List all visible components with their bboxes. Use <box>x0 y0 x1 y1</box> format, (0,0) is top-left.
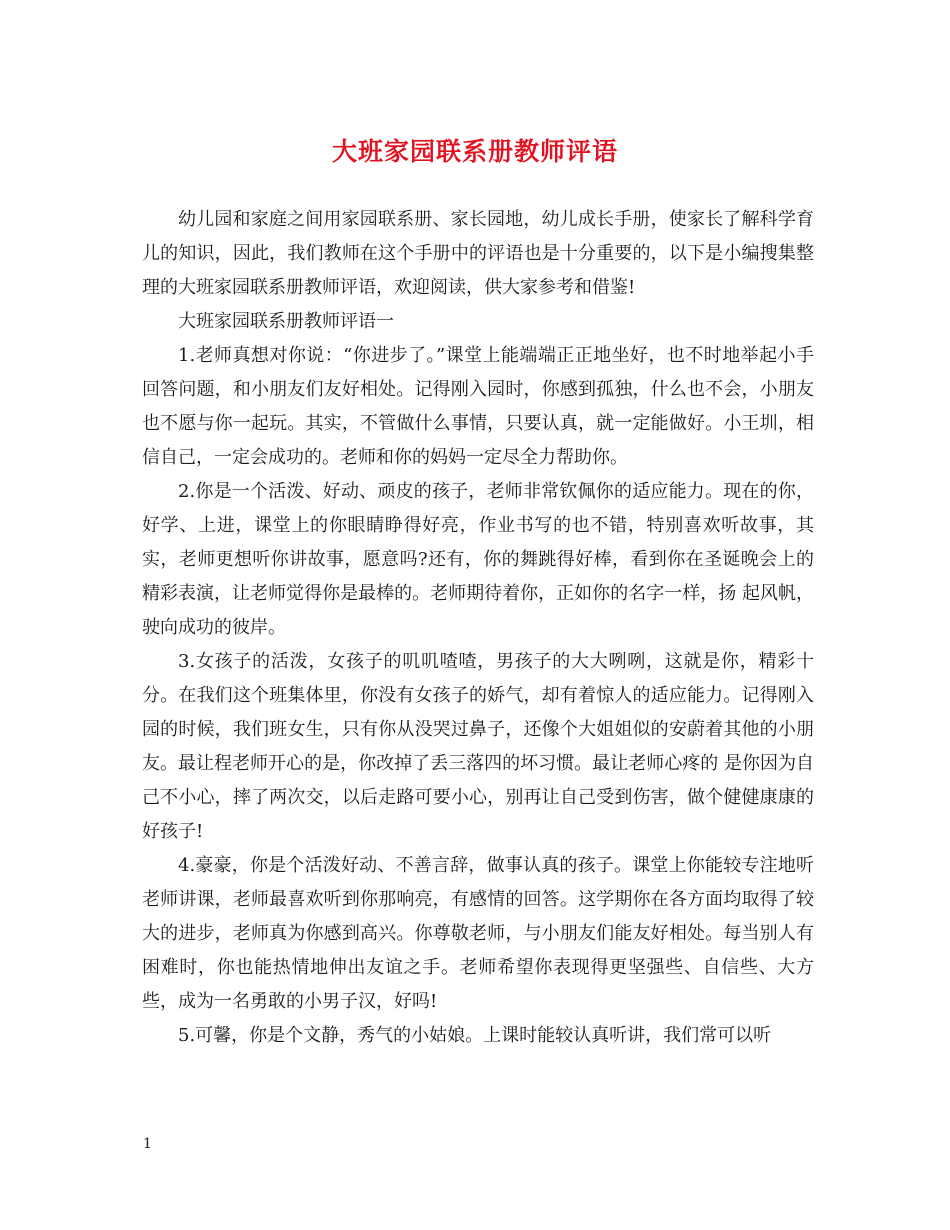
section-heading: 大班家园联系册教师评语一 <box>178 311 394 332</box>
comment-item-4: 4.豪豪，你是个活泼好动、不善言辞，做事认真的孩子。课堂上你能较专注地听老师讲课，老师最喜欢听到你那响亮，有感情的回答。这学期你在各方面均取得了较大的进步，老师真为你感到高兴。你尊敬老师，与小朋友们能友好相处。每当别人有困难时，你也能热情地伸出友谊之手。老师希望你表现得更坚强些、自信些、大方些，成为一名勇敢的小男子汉，好吗! <box>142 855 814 1012</box>
document-title: 大班家园联系册教师评语 <box>331 137 618 166</box>
comment-item-3: 3.女孩子的活泼，女孩子的叽叽喳喳，男孩子的大大咧咧，这就是你，精彩十分。在我们这个班集体里，你没有女孩子的娇气，却有着惊人的适应能力。记得刚入园的时候，我们班女生，只有你从没哭过鼻子，还像个大姐姐似的安蔚着其他的小朋友。最让程老师开心的是，你改掉了丢三落四的坏习惯。最让老师心疼的 是你因为自己不小心，摔了两次交，以后走路可要小心，别再让自己受到伤害，做个健健康康的好孩子! <box>142 651 814 842</box>
document-body <box>142 203 814 1053</box>
page-number: 1 <box>143 1136 152 1152</box>
intro-paragraph: 幼儿园和家庭之间用家园联系册、家长园地，幼儿成长手册，使家长了解科学育儿的知识，因此，我们教师在这个手册中的评语也是十分重要的，以下是小编搜集整理的大班家园联系册教师评语，欢迎阅读，供大家参考和借鉴! <box>142 209 814 298</box>
comment-item-2: 2.你是一个活泼、好动、顽皮的孩子，老师非常钦佩你的适应能力。现在的你，好学、上进，课堂上的你眼睛睁得好亮，作业书写的也不错，特别喜欢听故事，其实，老师更想听你讲故事，愿意吗?还有，你的舞跳得好棒，看到你在圣诞晚会上的精彩表演，让老师觉得你是最棒的。老师期待着你，正如你的名字一样，扬 起风帆，驶向成功的彼岸。 <box>142 481 814 638</box>
comment-item-5: 5.可馨，你是个文静，秀气的小姑娘。上课时能较认真听讲，我们常可以听 <box>178 1025 772 1046</box>
comment-item-1: 1.老师真想对你说：“你进步了。”课堂上能端端正正地坐好，也不时地举起小手回答问题，和小朋友们友好相处。记得刚入园时，你感到孤独，什么也不会，小朋友也不愿与你一起玩。其实，不管做什么事情，只要认真，就一定能做好。小王圳，相信自己，一定会成功的。老师和你的妈妈一定尽全力帮助你。 <box>142 345 814 468</box>
